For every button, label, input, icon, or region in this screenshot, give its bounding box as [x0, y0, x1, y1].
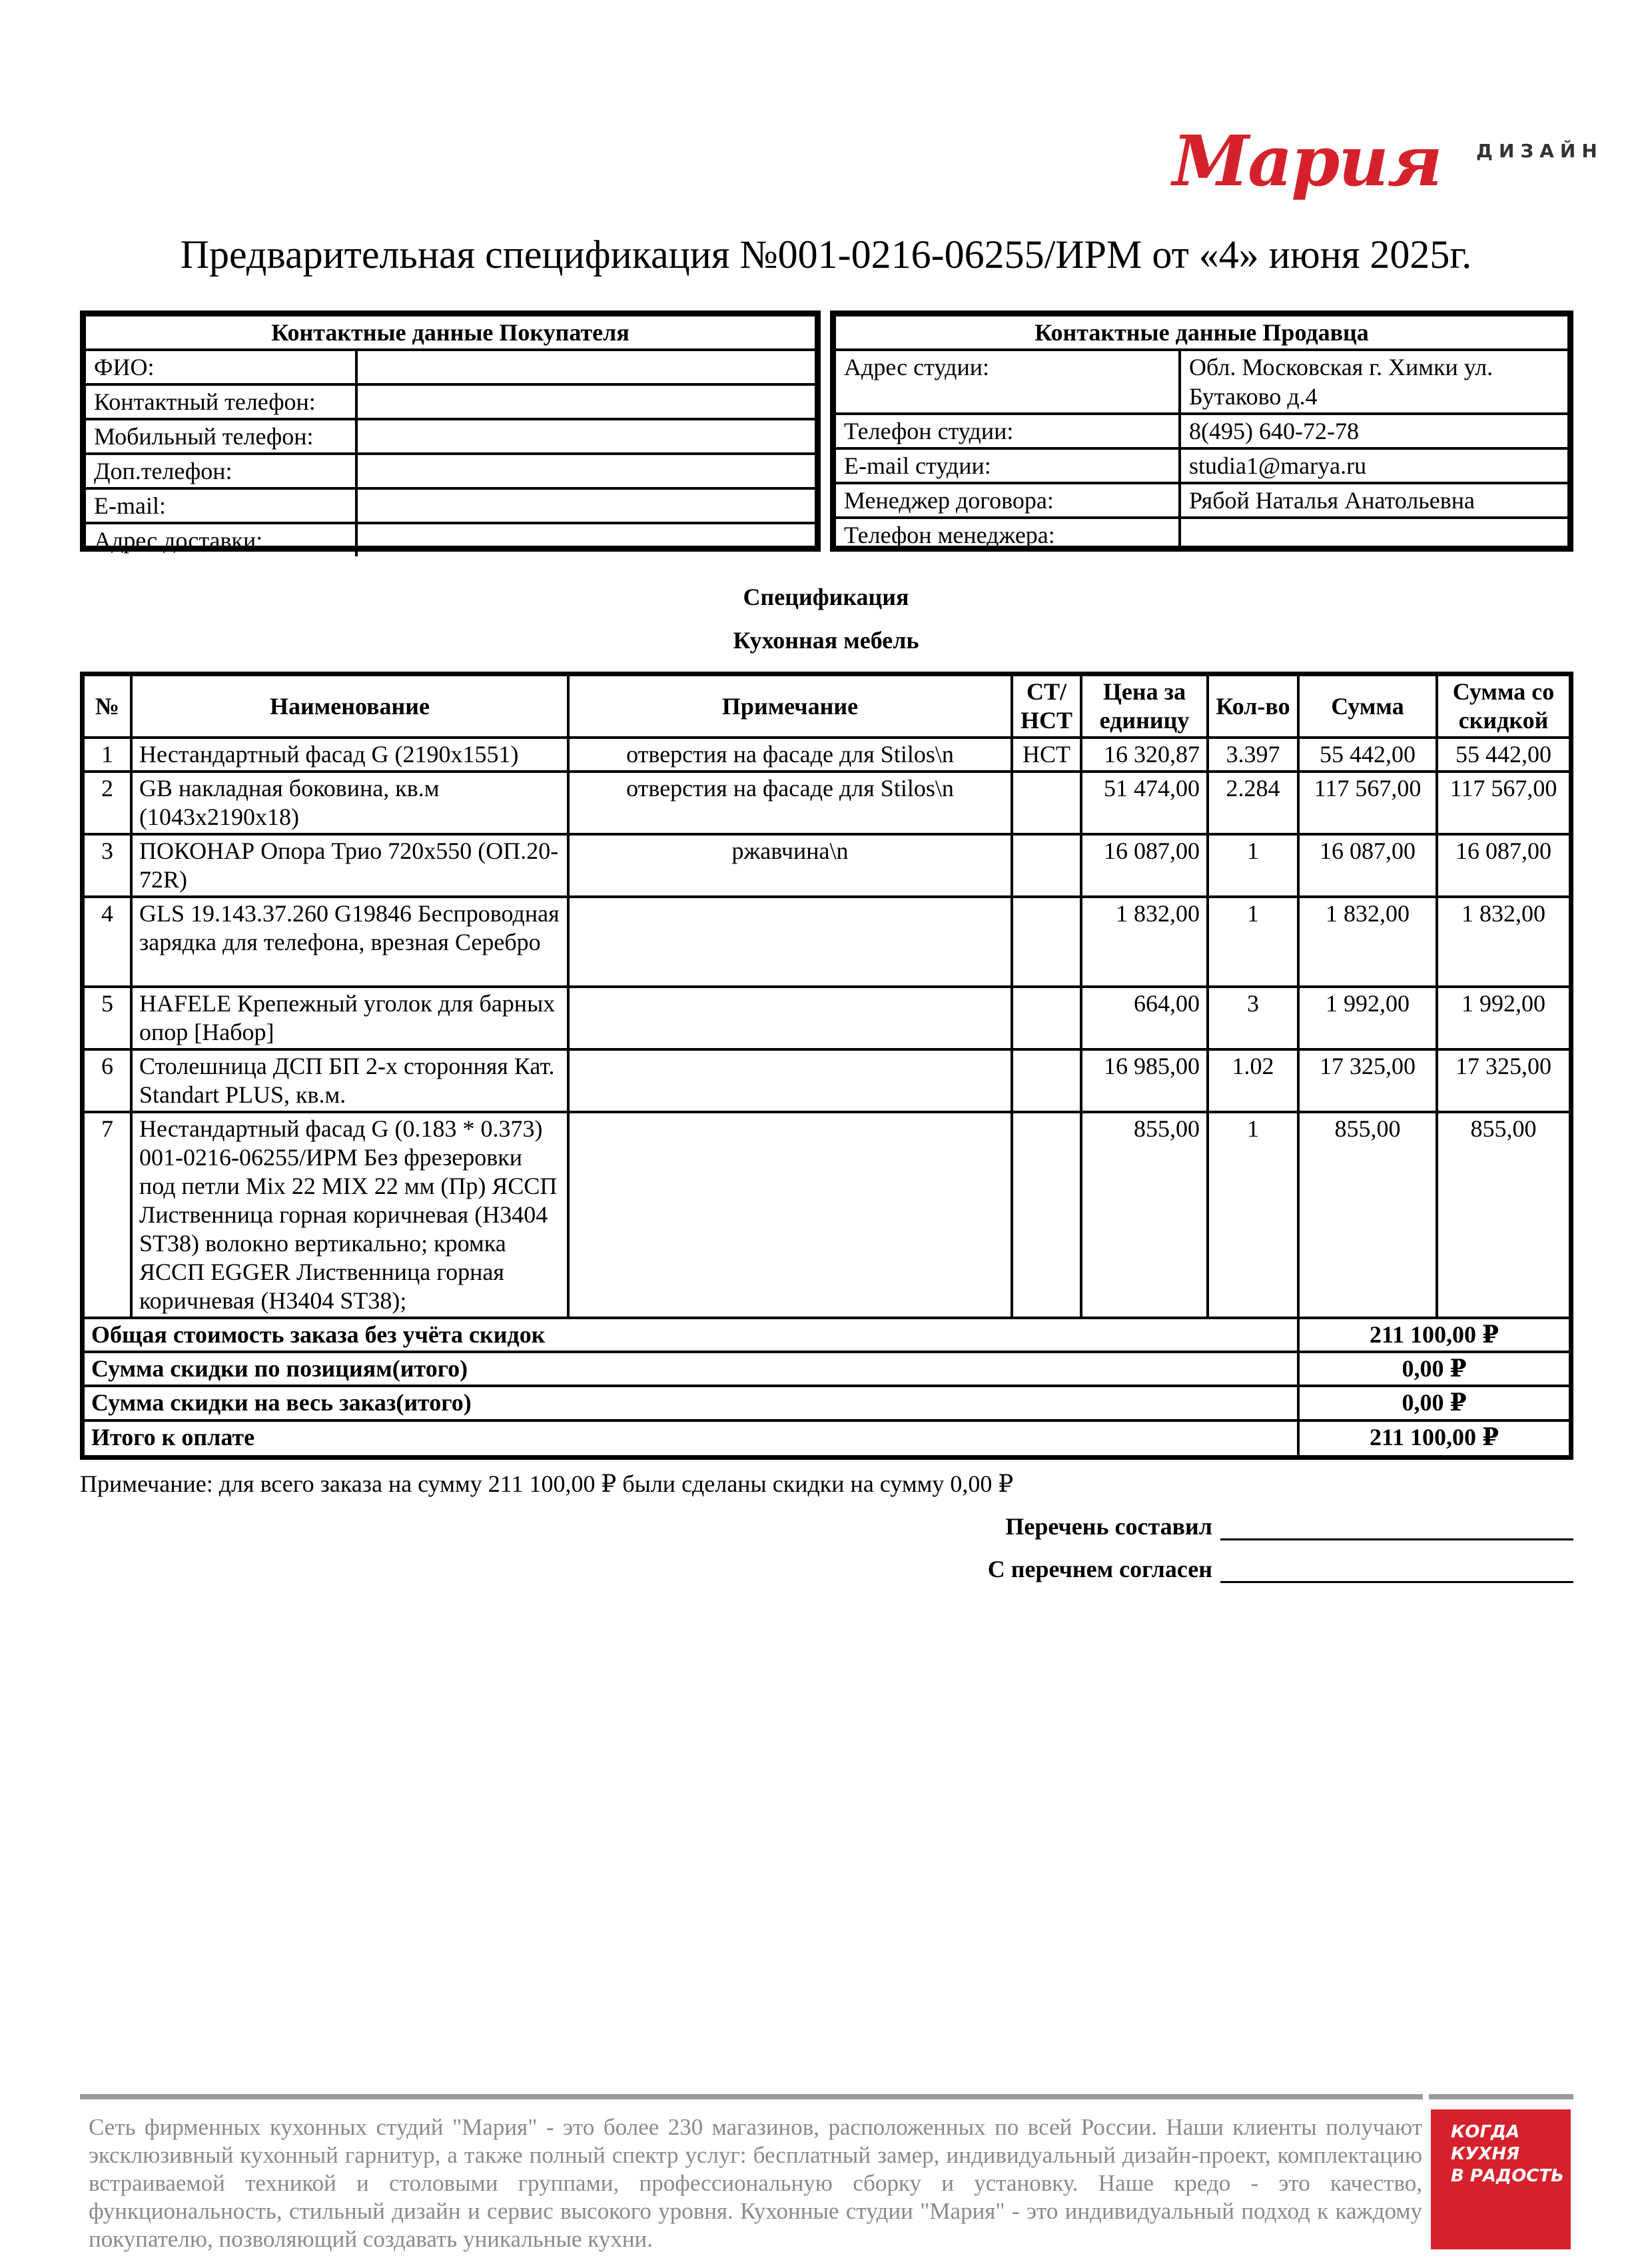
logo-tagline: ДИЗАЙН	[1476, 140, 1603, 162]
cell-qty: 3.397	[1208, 738, 1298, 772]
cell-discounted: 55 442,00	[1437, 738, 1569, 772]
cell-note: ржавчина\n	[568, 834, 1012, 897]
total-label: Сумма скидки по позициям(итого)	[85, 1352, 1298, 1386]
badge-line: КОГДА	[1451, 2122, 1520, 2142]
cell-sum: 17 325,00	[1298, 1049, 1437, 1112]
total-row	[85, 1420, 1569, 1455]
signature-line[interactable]	[1220, 1557, 1573, 1583]
cell-st: НСТ	[1012, 738, 1081, 772]
col-header: Цена за единицу	[1081, 676, 1208, 738]
buyer-value	[356, 350, 815, 384]
col-header: Кол-во	[1208, 676, 1298, 738]
total-label: Итого к оплате	[85, 1420, 1298, 1455]
cell-sum: 1 832,00	[1298, 897, 1437, 987]
signature-line[interactable]	[1220, 1514, 1573, 1540]
cell-number: 4	[85, 897, 131, 987]
logo-wordmark: Мария	[1172, 120, 1442, 202]
cell-note: отверстия на фасаде для Stilos\n	[568, 738, 1012, 772]
cell-number: 3	[85, 834, 131, 897]
cell-number: 2	[85, 772, 131, 834]
buyer-value	[356, 488, 815, 523]
cell-number: 6	[85, 1049, 131, 1112]
footer-divider	[1429, 2094, 1573, 2099]
signature-compiled	[1005, 1512, 1573, 1540]
table-row	[85, 834, 1569, 897]
table-row	[85, 987, 1569, 1049]
cell-sum: 855,00	[1298, 1112, 1437, 1318]
col-header: Примечание	[568, 676, 1012, 738]
table-header-row	[85, 676, 1569, 738]
document-title: Предварительная спецификация №001-0216-06255/ИРМ от «4» июня 2025г.	[180, 233, 1472, 277]
cell-sum: 117 567,00	[1298, 772, 1437, 834]
cell-qty: 1.02	[1208, 1049, 1298, 1112]
cell-price: 1 832,00	[1081, 897, 1208, 987]
buyer-contacts-box	[80, 310, 821, 552]
seller-label: Менеджер договора:	[836, 483, 1180, 518]
grand-total-value: 211 100,00 ₽	[1298, 1420, 1569, 1455]
buyer-label: ФИО:	[86, 350, 356, 384]
table-row	[85, 1049, 1569, 1112]
buyer-contacts-table	[86, 316, 815, 556]
cell-qty: 3	[1208, 987, 1298, 1049]
cell-price: 16 320,87	[1081, 738, 1208, 772]
buyer-value	[356, 523, 815, 556]
cell-qty: 1	[1208, 834, 1298, 897]
cell-name: Столешница ДСП БП 2-х сторонняя Кат. Standart PLUS, кв.м.	[131, 1049, 568, 1112]
signature-agreed-label: С перечнем согласен	[987, 1556, 1212, 1582]
footer-divider	[80, 2094, 1423, 2099]
seller-value: 8(495) 640-72-78	[1180, 414, 1567, 448]
seller-value: studia1@marya.ru	[1180, 448, 1567, 483]
table-row	[85, 772, 1569, 834]
cell-name: GLS 19.143.37.260 G19846 Беспроводная зарядка для телефона, врезная Серебро	[131, 897, 568, 987]
cell-number: 5	[85, 987, 131, 1049]
seller-label: Телефон студии:	[836, 414, 1180, 448]
cell-sum: 1 992,00	[1298, 987, 1437, 1049]
total-label: Общая стоимость заказа без учёта скидок	[85, 1318, 1298, 1352]
col-header: СТ/ НСТ	[1012, 676, 1081, 738]
spec-table	[85, 676, 1569, 1455]
buyer-header: Контактные данные Покупателя	[86, 316, 815, 350]
table-row	[85, 1112, 1569, 1318]
total-value: 211 100,00 ₽	[1298, 1318, 1569, 1352]
slogan-badge	[1431, 2109, 1571, 2249]
cell-price: 16 087,00	[1081, 834, 1208, 897]
cell-st	[1012, 772, 1081, 834]
cell-note	[568, 1112, 1012, 1318]
cell-name: HAFELE Крепежный уголок для барных опор [Набор]	[131, 987, 568, 1049]
total-row	[85, 1352, 1569, 1386]
col-header: №	[85, 676, 131, 738]
spec-title: Спецификация	[743, 584, 909, 610]
cell-qty: 1	[1208, 1112, 1298, 1318]
table-row	[85, 897, 1569, 987]
seller-value	[1180, 518, 1567, 551]
cell-number: 1	[85, 738, 131, 772]
seller-contacts-box	[830, 310, 1573, 552]
buyer-label: Адрес доставки:	[86, 523, 356, 556]
cell-name: ПОКОНАР Опора Трио 720x550 (ОП.20-72R)	[131, 834, 568, 897]
total-label: Сумма скидки на весь заказ(итого)	[85, 1386, 1298, 1420]
buyer-label: Доп.телефон:	[86, 454, 356, 488]
seller-value: Рябой Наталья Анатольевна	[1180, 483, 1567, 518]
cell-discounted: 16 087,00	[1437, 834, 1569, 897]
seller-value: Обл. Московская г. Химки ул. Бутаково д.4	[1180, 350, 1567, 414]
footer-about-text: Сеть фирменных кухонных студий "Мария" - это более 230 магазинов, расположенных по всей России. Наши клиенты получают эксклюзивный кухонный гарнитур, а также полный спектр услуг: бесплатный замер, индивидуальный дизайн-проект, комплектацию встраиваемой техникой и столовыми группами, профессиональную сборку и установку. Наше кредо - это качество, функциональность, стильный дизайн и сервис высокого уровня. Кухонные студии "Мария" - это индивидуальный подход к каждому покупателю, позволяющий создавать уникальные кухни.	[89, 2114, 1422, 2252]
buyer-label: Мобильный телефон:	[86, 419, 356, 454]
total-value: 0,00 ₽	[1298, 1386, 1569, 1420]
cell-st	[1012, 1112, 1081, 1318]
total-value: 0,00 ₽	[1298, 1352, 1569, 1386]
cell-note	[568, 987, 1012, 1049]
cell-price: 16 985,00	[1081, 1049, 1208, 1112]
cell-st	[1012, 1049, 1081, 1112]
signature-compiled-label: Перечень составил	[1005, 1513, 1212, 1540]
badge-line: КУХНЯ	[1451, 2144, 1520, 2164]
spec-subtitle: Кухонная мебель	[733, 627, 919, 654]
col-header: Наименование	[131, 676, 568, 738]
cell-name: GB накладная боковина, кв.м (1043x2190x18)	[131, 772, 568, 834]
buyer-value	[356, 454, 815, 488]
spec-table-box	[80, 672, 1573, 1460]
cell-note: отверстия на фасаде для Stilos\n	[568, 772, 1012, 834]
cell-discounted: 1 992,00	[1437, 987, 1569, 1049]
table-row	[85, 738, 1569, 772]
cell-name: Нестандартный фасад G (2190x1551)	[131, 738, 568, 772]
cell-name: Нестандартный фасад G (0.183 * 0.373) 001-0216-06255/ИРМ Без фрезеровки под петли Mix 22 MIX 22 мм (Пр) ЯССП Лиственница горная коричневая (H3404 ST38) волокно вертикально; кромка ЯССП EGGER Лиственница горная коричневая (H3404 ST38);	[131, 1112, 568, 1318]
cell-note	[568, 1049, 1012, 1112]
seller-label: E-mail студии:	[836, 448, 1180, 483]
order-note: Примечание: для всего заказа на сумму 211 100,00 ₽ были сделаны скидки на сумму 0,00 ₽	[80, 1470, 1014, 1497]
buyer-value	[356, 384, 815, 419]
cell-qty: 1	[1208, 897, 1298, 987]
cell-discounted: 17 325,00	[1437, 1049, 1569, 1112]
cell-st	[1012, 987, 1081, 1049]
cell-qty: 2.284	[1208, 772, 1298, 834]
total-row	[85, 1318, 1569, 1352]
cell-sum: 16 087,00	[1298, 834, 1437, 897]
buyer-label: E-mail:	[86, 488, 356, 523]
cell-discounted: 855,00	[1437, 1112, 1569, 1318]
cell-discounted: 117 567,00	[1437, 772, 1569, 834]
cell-note	[568, 897, 1012, 987]
seller-contacts-table	[836, 316, 1567, 551]
seller-label: Телефон менеджера:	[836, 518, 1180, 551]
cell-discounted: 1 832,00	[1437, 897, 1569, 987]
cell-price: 664,00	[1081, 987, 1208, 1049]
cell-st	[1012, 834, 1081, 897]
cell-price: 51 474,00	[1081, 772, 1208, 834]
col-header: Сумма со скидкой	[1437, 676, 1569, 738]
badge-line: В РАДОСТЬ	[1451, 2166, 1564, 2186]
cell-st	[1012, 897, 1081, 987]
seller-label: Адрес студии:	[836, 350, 1180, 414]
cell-number: 7	[85, 1112, 131, 1318]
col-header: Сумма	[1298, 676, 1437, 738]
cell-sum: 55 442,00	[1298, 738, 1437, 772]
cell-price: 855,00	[1081, 1112, 1208, 1318]
brand-logo	[1172, 120, 1603, 213]
total-row	[85, 1386, 1569, 1420]
buyer-label: Контактный телефон:	[86, 384, 356, 419]
signature-agreed	[988, 1555, 1573, 1583]
seller-header: Контактные данные Продавца	[836, 316, 1567, 350]
buyer-value	[356, 419, 815, 454]
